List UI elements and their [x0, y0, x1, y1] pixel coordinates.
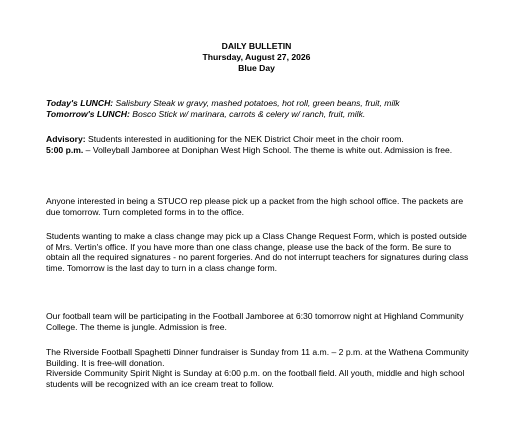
bulletin-date: Thursday, August 27, 2026: [202, 52, 311, 62]
lunch-section: [46, 98, 476, 119]
stuco-paragraph: Anyone interested in being a STUCO rep please pick up a packet from the high school office. The packets are due tomorrow. Turn completed forms in to the office.: [46, 196, 464, 217]
tomorrow-lunch-label: Tomorrow's LUNCH:: [46, 108, 130, 119]
advisory-label: Advisory:: [46, 134, 86, 144]
spirit-night-paragraph: Riverside Community Spirit Night is Sunday at 6:00 p.m. on the football field. All youth, middle and high school students will be recognized with an ice cream treat to follow.: [46, 368, 465, 389]
tomorrow-lunch: [46, 109, 476, 120]
bulletin-title: DAILY BULLETIN: [221, 41, 292, 51]
event-text: – Volleyball Jamboree at Doniphan West High School. The theme is white out. Admission is free.: [83, 144, 453, 155]
football-paragraph: Our football team will be participating in the Football Jamboree at 6:30 tomorrow night at Highland Community College. The theme is jungle. Admission is free.: [46, 311, 464, 332]
bulletin-header: [0, 41, 513, 74]
events-section: [46, 347, 476, 389]
today-lunch-menu: Salisbury Steak w gravy, mashed potatoes, hot roll, green beans, fruit, milk: [113, 98, 400, 108]
event-time: 5:00 p.m.: [46, 144, 84, 155]
tomorrow-lunch-menu: Bosco Stick w/ marinara, carrots & celery w/ ranch, fruit, milk.: [129, 108, 366, 119]
advisory-text: Students interested in auditioning for the NEK District Choir meet in the choir room.: [85, 134, 404, 144]
advisory-note: [46, 134, 476, 145]
volleyball-note: [46, 145, 476, 156]
today-lunch: [46, 98, 476, 109]
today-lunch-label: Today's LUNCH:: [46, 98, 114, 108]
class-change-paragraph: Students wanting to make a class change may pick up a Class Change Request Form, which is posted outside of Mrs. Vertin's office. If you have more than one class change, please use the back of the form. Be sure to obtain all the required signatures - no parent forgeries. And do not interrupt teachers for signatures during class time. Tomorrow is the last day to turn in a class change form.: [46, 231, 469, 273]
advisory-section: [46, 134, 476, 155]
bulletin-day: Blue Day: [238, 63, 275, 73]
spaghetti-dinner-paragraph: The Riverside Football Spaghetti Dinner fundraiser is Sunday from 11 a.m. – 2 p.m. at the Wathena Community Building. It is free-will donation.: [46, 347, 469, 368]
